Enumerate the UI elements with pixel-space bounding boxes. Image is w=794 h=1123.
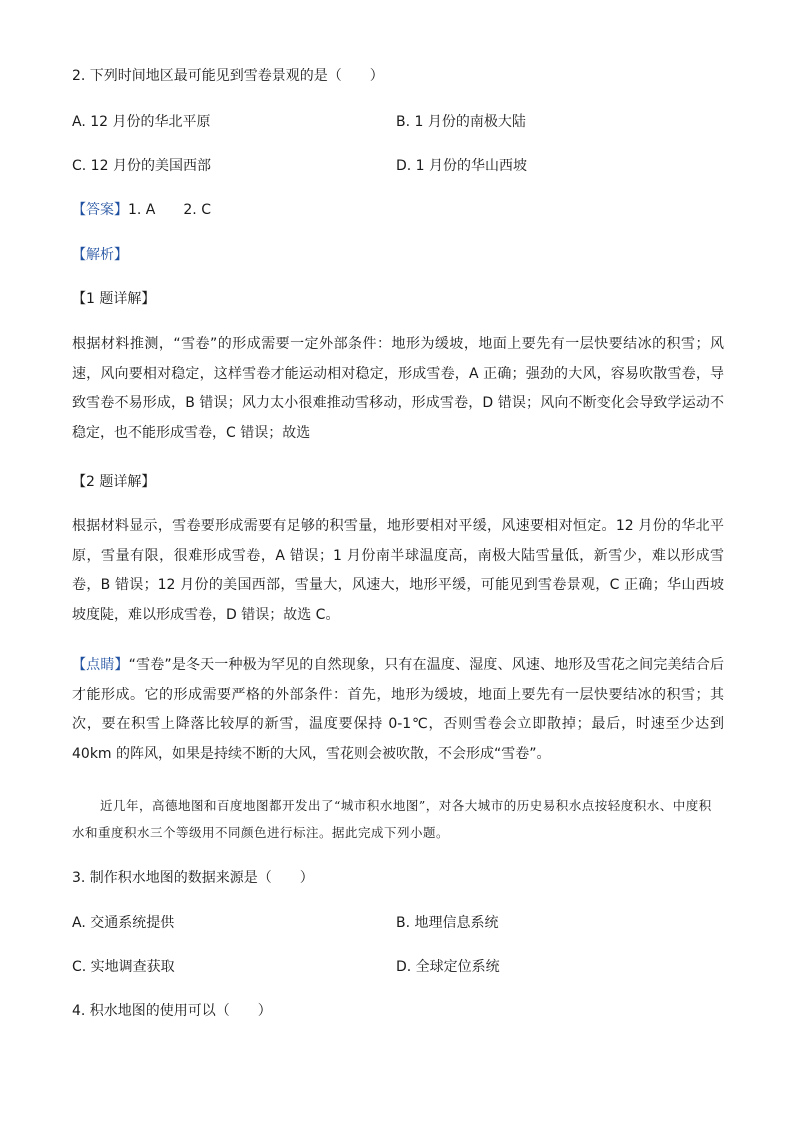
detail-2-text: 根据材料显示，雪卷要形成需要有足够的积雪量，地形要相对平缓，风速要相对恒定。12 月份的华北平原，雪量有限，很难形成雪卷，A 错误；1 月份南半球温度高，南极大陆雪量低，新雪少，难以形成雪卷，B 错误；12 月份的美国西部，雪量大，风速大，地形平缓，可能见到雪卷景观，C 正确；华山西坡坡度陡，难以形成雪卷，D 错误；故选 C。 [72,518,724,623]
detail-1-text: 根据材料推测，“雪卷”的形成需要一定外部条件：地形为缓坡，地面上要先有一层快要结冰的积雪；风速，风向要相对稳定，这样雪卷才能运动相对稳定，形成雪卷，A 正确；强劲的大风，容易吹散雪卷，导致雪卷不易形成，B 错误；风力太小很难推动雪移动，形成雪卷，D 错误；风向不断变化会导致学运动不稳定，也不能形成雪卷，C 错误；故选 [72,336,724,441]
comment-tag: 【点睛】 [72,657,129,673]
question-3-option-c: C. 实地调查获取 [72,959,175,975]
answer-text: 1. A 2. C [128,202,211,218]
question-3-option-b: B. 地理信息系统 [396,915,499,931]
answer-tag: 【答案】 [72,202,128,218]
question-3-option-d: D. 全球定位系统 [396,959,500,975]
question-3-option-a: A. 交通系统提供 [72,915,175,931]
detail-2-title: 【2 题详解】 [72,474,156,490]
comment-block [72,651,724,769]
question-2-option-d: D. 1 月份的华山西坡 [396,158,528,174]
detail-1-title: 【1 题详解】 [72,291,156,307]
question-2-option-c: C. 12 月份的美国西部 [72,158,211,174]
question-2-stem: 2. 下列时间地区最可能见到雪卷景观的是（ ） [72,68,384,84]
answer-line [72,200,732,220]
question-2-option-a: A. 12 月份的华北平原 [72,114,211,130]
comment-text: “雪卷”是冬天一种极为罕见的自然现象，只有在温度、湿度、风速、地形及雪花之间完美结合后才能形成。它的形成需要严格的外部条件：首先，地形为缓坡，地面上要先有一层快要结冰的积雪；其次，要在积雪上降落比较厚的新雪，温度要保持 0-1℃，否则雪卷会立即散掉；最后，时速至少达到 40km 的阵风，如果是持续不断的大风，雪花则会被吹散，不会形成“雪卷”。 [72,657,724,762]
question-3-stem: 3. 制作积水地图的数据来源是（ ） [72,870,314,886]
question-2-option-b: B. 1 月份的南极大陆 [396,114,526,130]
reading-passage: 近几年，高德地图和百度地图都开发出了“城市积水地图”，对各大城市的历史易积水点按轻度积水、中度积水和重度积水三个等级用不同颜色进行标注。据此完成下列小题。 [72,798,712,840]
question-4-stem: 4. 积水地图的使用可以（ ） [72,1003,272,1019]
analysis-tag: 【解析】 [72,247,128,263]
